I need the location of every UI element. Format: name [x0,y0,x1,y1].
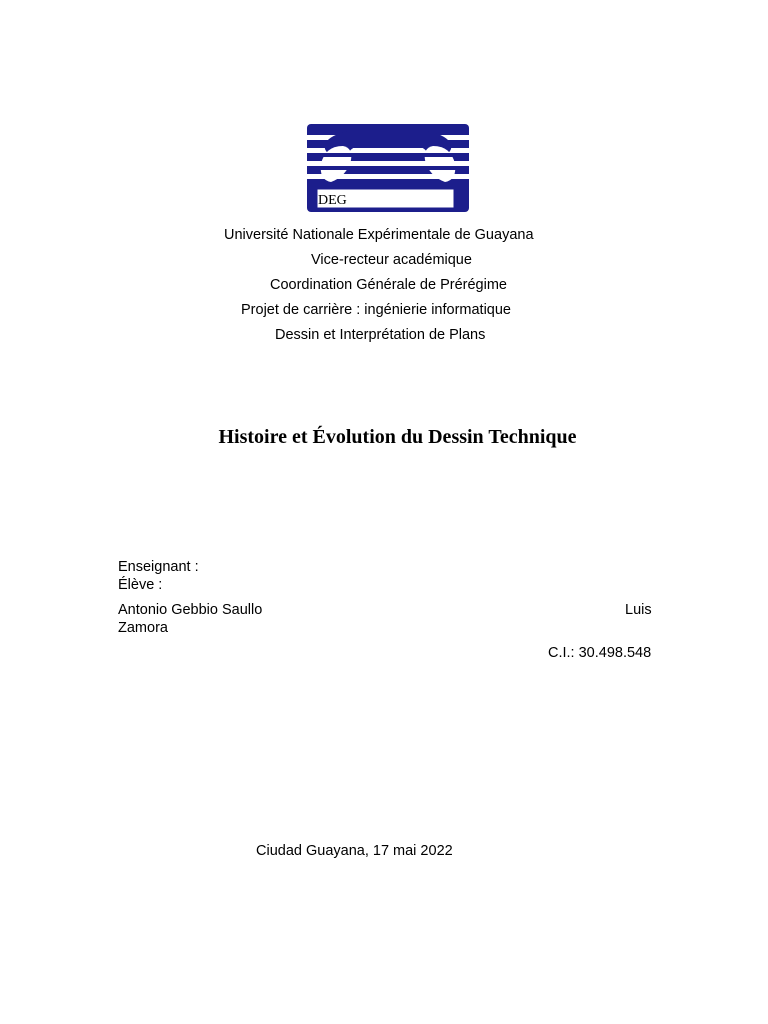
university-name: Université Nationale Expérimentale de Guayana [224,227,534,243]
coordination: Coordination Générale de Prérégime [270,277,507,293]
teacher-name: Antonio Gebbio Saullo [118,602,263,618]
document-title: Histoire et Évolution du Dessin Technique [218,426,577,448]
logo-text: DEG [318,193,347,208]
teacher-label: Enseignant : [118,559,199,575]
student-last-name: Zamora [118,620,168,636]
student-first-name: Luis [625,602,652,618]
student-label: Élève : [118,577,163,593]
vice-rectorate: Vice-recteur académique [311,252,472,268]
place-date: Ciudad Guayana, 17 mai 2022 [256,843,453,859]
career-project: Projet de carrière : ingénierie informatique [241,302,511,318]
course-name: Dessin et Interprétation de Plans [275,327,486,343]
student-id: C.I.: 30.498.548 [548,645,652,661]
